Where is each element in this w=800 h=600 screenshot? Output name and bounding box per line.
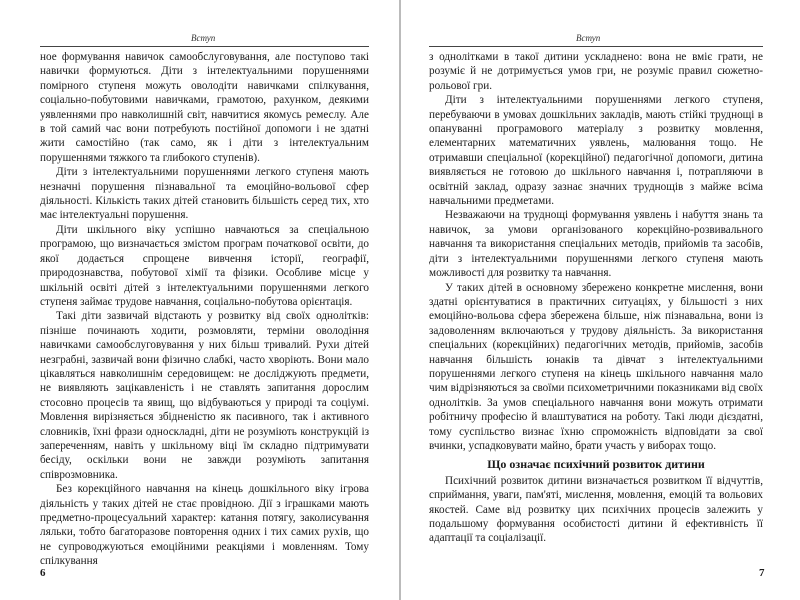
paragraph: Без корекційного навчання на кінець дошкільного віку ігрова діяльність у таких дітей не стає провідною. Дії з іграшками мають предметно-процесуальний характер: катання потягу, заколисування ляльки, тобто багаторазове повторення одних і тих самих рухів, що не супроводжуються емоційними реакціями і мовленням. Тому спілкування xyxy=(40,483,369,568)
running-head: Вступ xyxy=(576,33,601,43)
page-number: 6 xyxy=(40,567,46,579)
paragraph: Діти шкільного віку успішно навчаються за спеціальною програмою, що визначається змістом програм початкової освіти, до якої додається спрощене вивчення історії, географії, природознавства, побутової хімії та фізики. Особливе місце у шкільній освіті дітей з інтелектуальними порушеннями легкого ступеня займає трудове навчання, соціально-побутова орієнтація. xyxy=(40,223,369,308)
paragraph: з однолітками в такої дитини ускладнено: вона не вміє грати, не розуміє й не дотримується умов гри, не розуміє правил сюжетно-рольової гри. xyxy=(429,51,763,92)
paragraph: ное формування навичок самообслуговування, але поступово такі навички формуються. Діти з інтелектуальними порушеннями помірного ступеня можуть оволодіти навичками спілкування, соціально-побутовими навичками, грамотою, рахунком, деякими уявленнями про навколишній світ, навчитися якомусь ремеслу. Але в той самий час вони потребують постійної допомоги і не здатні жити самостійно (так само, як і діти з інтелектуальним порушеннями тяжкого та глибокого ступенів). xyxy=(40,51,369,164)
paragraph: Незважаючи на труднощі формування уявлень і набуття знань та навичок, за умови організованого корекційно-розвивального навчання та використання спеціальних методів, прийомів та засобів, діти з інтелектуальними порушеннями легкого ступеня мають можливості для розвитку та навчання. xyxy=(429,209,763,280)
paragraph: Діти з інтелектуальними порушеннями легкого ступеня, перебуваючи в умовах дошкільних закладів, мають стійкі труднощі в опануванні програмового матеріалу з розвитку мовлення, елементарних математичних уявлень, малювання тощо. Не отримавши спеціальної (корекційної) педагогічної допомоги, дитина виявляється не готовою до шкільного навчання і, потрапляючи в освітній заклад, одразу зазнає значних труднощів з майже всіма навчальними предметами. xyxy=(429,94,763,208)
header-rule xyxy=(429,46,763,47)
body-text xyxy=(40,50,369,569)
section-subheading: Що означає психічний розвиток дитини xyxy=(487,457,705,472)
running-head: Вступ xyxy=(191,33,216,43)
paragraph: Такі діти зазвичай відстають у розвитку від своїх однолітків: пізніше починають ходити, розмовляти, терміни оволодіння навичками самообслуговування у них більш тривалий. Рухи дітей незграбні, зазвичай вони фізично слабкі, часто хворіють. Вони мало цікавляться навколишнім середовищем: не досліджують предмети, не виявляють зацікавленість і не ставлять запитання дорослим стосовно процесів та явищ, що відбуваються у природі та соціумі. Мовлення вирізняється збідненістю як пасивного, так і активного словників, їхні фрази односкладні, діти не розуміють конструкцій із запереченням, навіть у шкільному віці їм складно підтримувати бесіду, оскільки вони не завжди розуміють запитання співрозмовника. xyxy=(40,310,369,481)
paragraph: У таких дітей в основному збережено конкретне мислення, вони здатні орієнтуватися в практичних ситуаціях, у більшості з них емоційно-вольова сфера збережена більше, ніж пізнавальна, вони із задоволенням включаються у трудову діяльність. За використання спеціальних (корекційних) педагогічних методів, прийомів, засобів навчання більшість юнаків та дівчат з інтелектуальними порушеннями легкого ступеня на кінець шкільного навчання мало чим відрізняються за своїми психометричними показниками від своїх однолітків. За умов спеціального навчання вони можуть отримати робітничу професію й влаштуватися на роботу. Такі люди дієздатні, тому суспільство визнає їхню спроможність відповідати за свої вчинки, успадковувати майно, брати участь у виборах тощо. xyxy=(429,281,763,452)
header-rule xyxy=(40,46,369,47)
paragraph: Психічний розвиток дитини визначається розвитком її відчуттів, сприймання, уваги, пам'яті, мислення, мовлення, емоцій та вольових якостей. Саме від розвитку цих психічних процесів залежить у подальшому формування особистості дитини й ефективність її адаптації та соціалізації. xyxy=(429,474,763,545)
body-text xyxy=(429,50,763,546)
right-page xyxy=(400,0,800,600)
page-number: 7 xyxy=(759,567,765,579)
paragraph: Діти з інтелектуальними порушеннями легкого ступеня мають незначні порушення пізнавальної та емоційно-вольової сфер діяльності. Кількість таких дітей становить більшість серед тих, хто має інтелектуальні порушення. xyxy=(40,166,369,222)
